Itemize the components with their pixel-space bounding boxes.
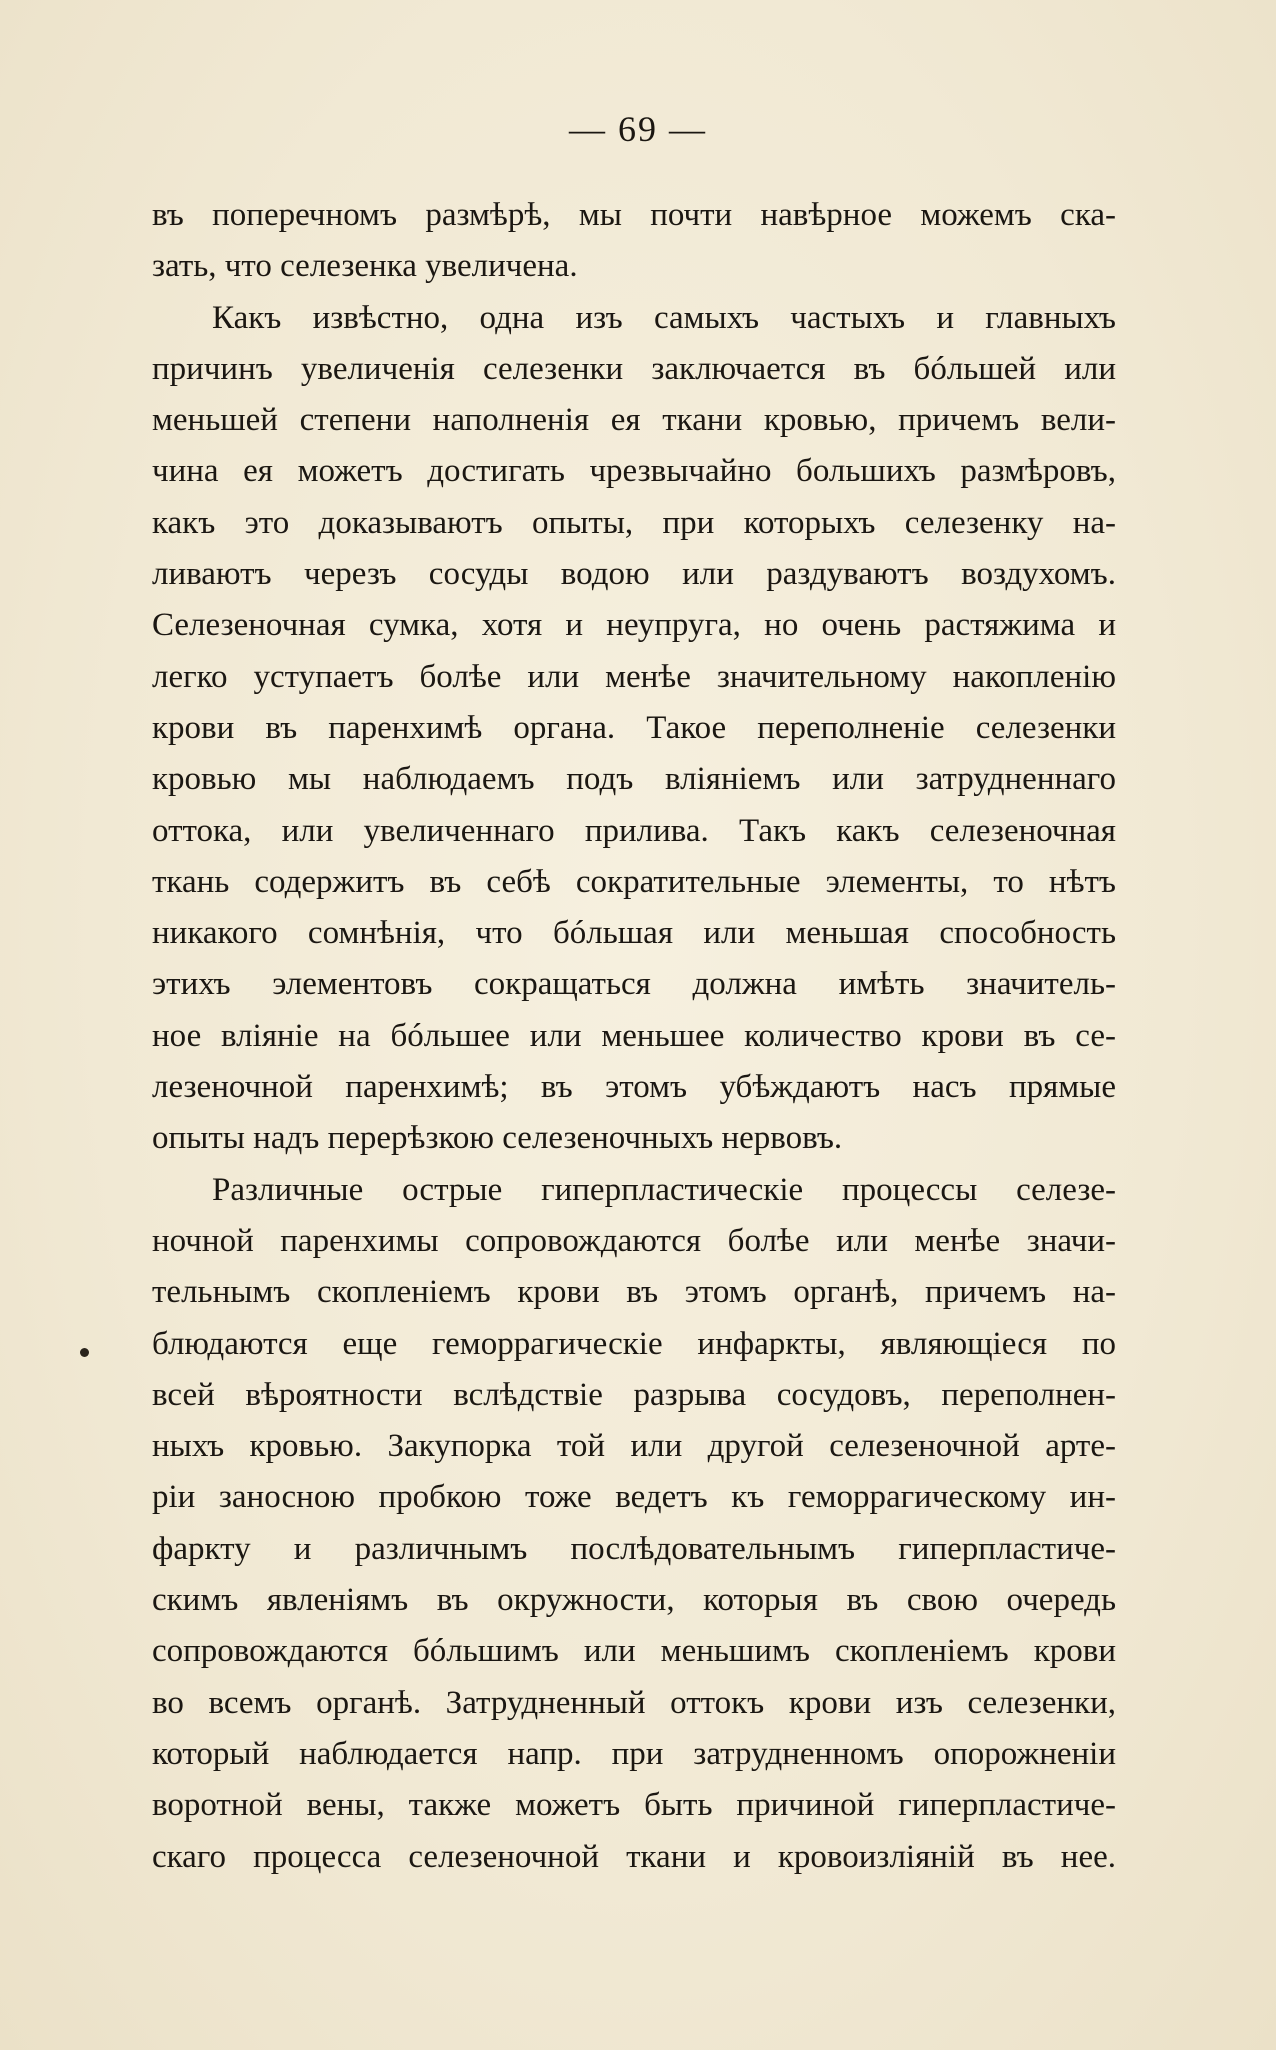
text-line: сопровождаются бóльшимъ или меньшимъ скопленіемъ крови: [152, 1633, 1116, 1670]
page-number: — 69 —: [569, 109, 707, 149]
text-line: воротной вены, также можетъ быть причиной гиперпластиче-: [152, 1787, 1116, 1824]
text-line: фаркту и различнымъ послѣдовательнымъ гиперпластиче-: [152, 1530, 1116, 1567]
text-line: въ поперечномъ размѣрѣ, мы почти навѣрное можемъ ска-: [152, 197, 1116, 233]
text-line: никакого сомнѣнія, что бóльшая или меньшая способность: [152, 915, 1116, 952]
text-line: скимъ явленіямъ въ окружности, которыя въ свою очередь: [152, 1582, 1116, 1619]
text-line: который наблюдается напр. при затрудненномъ опорожненіи: [152, 1735, 1116, 1772]
text-line: блюдаются еще геморрагическіе инфаркты, являющіеся по: [152, 1325, 1116, 1362]
text-line: лезеночной паренхимѣ; въ этомъ убѣждаютъ насъ прямые: [152, 1069, 1116, 1106]
text-line: скаго процесса селезеночной ткани и кровоизліяній въ нее.: [152, 1838, 1116, 1875]
text-line: Селезеночная сумка, хотя и неупруга, но очень растяжима и: [152, 607, 1116, 644]
text-line: всей вѣроятности вслѣдствіе разрыва сосудовъ, переполнен-: [152, 1376, 1116, 1413]
text-line: ное вліяніе на бóльшее или меньшее количество крови въ се-: [152, 1017, 1116, 1054]
text-line: причинъ увеличенія селезенки заключается въ бóльшей или: [152, 350, 1116, 387]
text-line: ливаютъ черезъ сосуды водою или раздуваютъ воздухомъ.: [152, 556, 1116, 593]
text-line: ныхъ кровью. Закупорка той или другой селезеночной арте-: [152, 1428, 1116, 1465]
text-line: ріи заносною пробкою тоже ведетъ къ геморрагическому ин-: [152, 1479, 1116, 1516]
text-line: ткань содержитъ въ себѣ сократительные элементы, то нѣтъ: [152, 863, 1116, 900]
text-line: меньшей степени наполненія ея ткани кровью, причемъ вели-: [152, 402, 1116, 439]
ink-speck: [80, 1348, 89, 1357]
text-line: во всемъ органѣ. Затрудненный оттокъ крови изъ селезенки,: [152, 1684, 1116, 1721]
text-line: Какъ извѣстно, одна изъ самыхъ частыхъ и главныхъ: [212, 299, 1116, 336]
text-line: опыты надъ перерѣзкою селезеночныхъ нервовъ.: [152, 1120, 843, 1157]
text-line: легко уступаетъ болѣе или менѣе значительному накопленію: [152, 658, 1116, 695]
text-line: зать, что селезенка увеличена.: [152, 248, 578, 285]
text-line: тельнымъ скопленіемъ крови въ этомъ органѣ, причемъ на-: [152, 1274, 1116, 1311]
text-line: этихъ элементовъ сокращаться должна имѣть значитель-: [152, 966, 1116, 1003]
text-line: оттока, или увеличеннаго прилива. Такъ какъ селезеночная: [152, 812, 1116, 849]
text-line: чина ея можетъ достигать чрезвычайно большихъ размѣровъ,: [152, 453, 1116, 490]
text-line: крови въ паренхимѣ органа. Такое переполненіе селезенки: [152, 709, 1116, 746]
text-line: какъ это доказываютъ опыты, при которыхъ селезенку на-: [152, 504, 1116, 541]
text-line: ночной паренхимы сопровождаются болѣе или менѣе значи-: [152, 1222, 1116, 1259]
text-line: кровью мы наблюдаемъ подъ вліяніемъ или затрудненнаго: [152, 761, 1116, 798]
text-line: Различные острые гиперпластическіе процессы селезе-: [212, 1171, 1116, 1208]
body-text: [152, 190, 1116, 1883]
